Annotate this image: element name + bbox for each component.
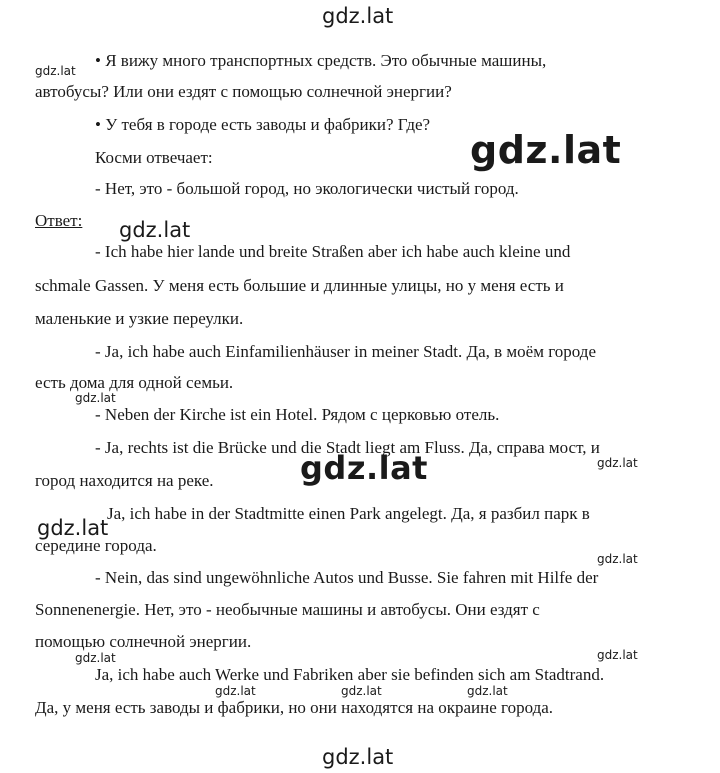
watermark: gdz.lat — [597, 456, 638, 470]
text-line: - Nein, das sind ungewöhnliche Autos und Busse. Sie fahren mit Hilfe der — [95, 568, 599, 587]
answer-heading: Ответ: — [35, 211, 83, 230]
text-line: - Neben der Kirche ist ein Hotel. Рядом с церковью отель. — [95, 405, 500, 424]
watermark-top: gdz.lat — [322, 4, 394, 28]
watermark-large: gdz.lat — [300, 449, 428, 487]
text-line: - Ich habe hier lande und breite Straßen aber ich habe auch kleine und — [95, 242, 571, 261]
text-line: Sonnenenergie. Нет, это - необычные машины и автобусы. Они ездят с — [35, 600, 540, 619]
watermark: gdz.lat — [75, 651, 116, 665]
watermark: gdz.lat — [75, 391, 116, 405]
watermark-bottom: gdz.lat — [322, 745, 394, 769]
text-line: помощью солнечной энергии. — [35, 632, 252, 651]
text-line: Ja, ich habe auch Werke und Fabriken aber sie befinden sich am Stadtrand. — [95, 665, 605, 684]
watermark: gdz.lat — [37, 516, 109, 540]
text-line: - Нет, это - большой город, но экологически чистый город. — [95, 179, 519, 198]
watermark: gdz.lat — [119, 218, 191, 242]
text-line: - Ja, ich habe auch Einfamilienhäuser in meiner Stadt. Да, в моём городе — [95, 342, 596, 361]
text-line: • Я вижу много транспортных средств. Это обычные машины, — [95, 51, 547, 70]
watermark: gdz.lat — [597, 648, 638, 662]
text-line: Ja, ich habe in der Stadtmitte einen Park angelegt. Да, я разбил парк в — [107, 504, 590, 523]
watermark: gdz.lat — [597, 552, 638, 566]
text-line: автобусы? Или они ездят с помощью солнечной энергии? — [35, 82, 452, 101]
text-line: есть дома для одной семьи. — [35, 373, 234, 392]
text-line: маленькие и узкие переулки. — [35, 309, 244, 328]
watermark: gdz.lat — [215, 684, 256, 698]
watermark: gdz.lat — [467, 684, 508, 698]
text-line: Да, у меня есть заводы и фабрики, но они находятся на окраине города. — [35, 698, 554, 717]
watermark: gdz.lat — [35, 64, 76, 78]
text-line: • У тебя в городе есть заводы и фабрики? Где? — [95, 115, 431, 134]
text-line: город находится на реке. — [35, 471, 214, 490]
watermark: gdz.lat — [341, 684, 382, 698]
text-line: середине города. — [35, 536, 157, 555]
text-line: Косми отвечает: — [95, 148, 213, 167]
text-line: schmale Gassen. У меня есть большие и длинные улицы, но у меня есть и — [35, 276, 564, 295]
text-line: - Ja, rechts ist die Brücke und die Stadt liegt am Fluss. Да, справа мост, и — [95, 438, 600, 457]
watermark-large: gdz.lat — [470, 128, 622, 172]
